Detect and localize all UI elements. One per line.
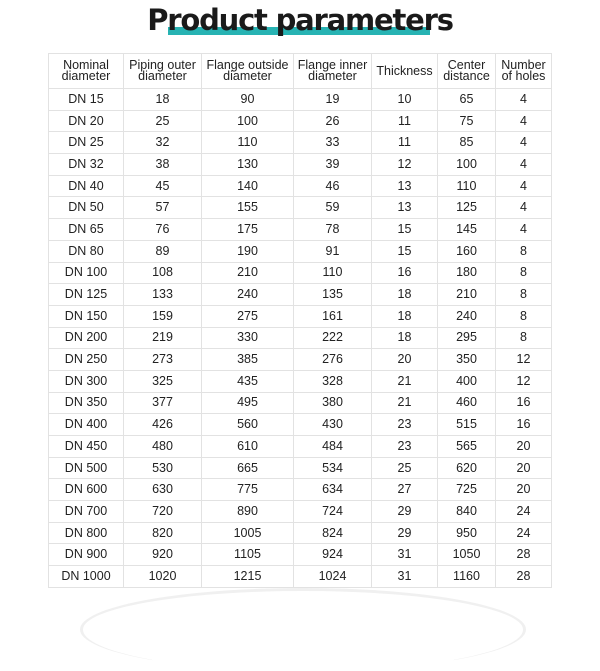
table-cell: 775 [202,479,294,501]
table-cell: 20 [496,436,552,458]
table-cell: 20 [496,479,552,501]
table-cell: 125 [438,197,496,219]
table-cell: 26 [294,110,372,132]
table-cell: 565 [438,436,496,458]
table-cell: 950 [438,522,496,544]
table-cell: 325 [124,370,202,392]
table-cell: 350 [438,349,496,371]
table-cell: DN 450 [49,436,124,458]
table-row [49,284,552,306]
decorative-arc [80,588,526,671]
table-row [49,175,552,197]
table-cell: 39 [294,154,372,176]
table-cell: 25 [124,110,202,132]
table-cell: 160 [438,240,496,262]
table-row [49,197,552,219]
table-cell: 20 [372,349,438,371]
table-cell: 13 [372,197,438,219]
table-cell: 159 [124,305,202,327]
table-cell: 100 [438,154,496,176]
table-cell: 15 [372,219,438,241]
table-cell: DN 800 [49,522,124,544]
table-cell: 426 [124,414,202,436]
column-header-line: Flange inner [297,58,368,72]
column-header-line: diameter [61,69,111,83]
table-cell: 100 [202,110,294,132]
table-cell: 33 [294,132,372,154]
table-row [49,522,552,544]
table-cell: 11 [372,110,438,132]
table-cell: DN 32 [49,154,124,176]
table-cell: 530 [124,457,202,479]
table-cell: 29 [372,522,438,544]
column-header-line: Thickness [376,63,433,78]
table-cell: 76 [124,219,202,241]
table-cell: 4 [496,154,552,176]
table-cell: 4 [496,89,552,111]
table-cell: 59 [294,197,372,219]
table-row [49,544,552,566]
column-header-line: diameter [308,69,357,83]
table-cell: 21 [372,370,438,392]
table-cell: 630 [124,479,202,501]
parameters-table [48,53,552,588]
table-cell: 210 [438,284,496,306]
table-cell: 110 [294,262,372,284]
table-row [49,219,552,241]
table-cell: DN 40 [49,175,124,197]
table-cell: 161 [294,305,372,327]
table-row [49,479,552,501]
table-cell: 28 [496,566,552,588]
table-cell: 4 [496,132,552,154]
table-cell: 295 [438,327,496,349]
table-cell: 8 [496,305,552,327]
table-cell: 385 [202,349,294,371]
table-cell: 108 [124,262,202,284]
table-cell: 400 [438,370,496,392]
table-cell: 45 [124,175,202,197]
table-row [49,436,552,458]
table-cell: 8 [496,284,552,306]
table-cell: 11 [372,132,438,154]
table-cell: 28 [496,544,552,566]
table-cell: 1215 [202,566,294,588]
table-cell: 480 [124,436,202,458]
table-cell: 46 [294,175,372,197]
table-cell: 720 [124,501,202,523]
table-cell: 276 [294,349,372,371]
table-cell: 4 [496,110,552,132]
table-cell: DN 15 [49,89,124,111]
column-header [202,54,294,89]
table-cell: 23 [372,436,438,458]
table-cell: 460 [438,392,496,414]
table-cell: 135 [294,284,372,306]
table-cell: DN 350 [49,392,124,414]
table-cell: 25 [372,457,438,479]
table-cell: DN 25 [49,132,124,154]
table-cell: 534 [294,457,372,479]
table-cell: 130 [202,154,294,176]
table-cell: 18 [372,284,438,306]
table-row [49,327,552,349]
table-cell: 634 [294,479,372,501]
table-cell: 12 [496,370,552,392]
table-cell: 133 [124,284,202,306]
table-cell: 32 [124,132,202,154]
table-cell: 4 [496,197,552,219]
table-row [49,392,552,414]
table-cell: 377 [124,392,202,414]
table-row [49,349,552,371]
table-cell: 175 [202,219,294,241]
page-title: Product parameters [147,3,453,37]
column-header-line: Flange outside [206,58,289,72]
table-cell: 1020 [124,566,202,588]
table-cell: 328 [294,370,372,392]
table-row [49,370,552,392]
table-cell: DN 700 [49,501,124,523]
table-cell: 75 [438,110,496,132]
table-cell: 23 [372,414,438,436]
table-cell: 155 [202,197,294,219]
table-cell: 1160 [438,566,496,588]
column-header-line: of holes [501,69,546,83]
table-cell: DN 400 [49,414,124,436]
table-cell: DN 100 [49,262,124,284]
column-header [438,54,496,89]
column-header-line: Number [501,58,546,72]
table-cell: 16 [372,262,438,284]
table-row [49,132,552,154]
table-row [49,154,552,176]
table-cell: 495 [202,392,294,414]
table-cell: 110 [438,175,496,197]
table-cell: 924 [294,544,372,566]
table-cell: 620 [438,457,496,479]
table-row [49,240,552,262]
table-cell: 31 [372,566,438,588]
table-cell: 724 [294,501,372,523]
table-cell: DN 500 [49,457,124,479]
column-header [372,54,438,89]
column-header-line: Center [447,58,486,72]
table-cell: 90 [202,89,294,111]
table-cell: DN 20 [49,110,124,132]
table-row [49,566,552,588]
table-cell: DN 600 [49,479,124,501]
table-cell: 18 [372,327,438,349]
table-cell: 57 [124,197,202,219]
table-row [49,501,552,523]
table-cell: 430 [294,414,372,436]
table-cell: 8 [496,327,552,349]
table-cell: 920 [124,544,202,566]
table-cell: 15 [372,240,438,262]
table-cell: 4 [496,219,552,241]
table-cell: 65 [438,89,496,111]
table-cell: 820 [124,522,202,544]
table-cell: 610 [202,436,294,458]
table-cell: DN 1000 [49,566,124,588]
table-cell: 31 [372,544,438,566]
table-cell: 210 [202,262,294,284]
table-cell: 110 [202,132,294,154]
column-header [294,54,372,89]
column-header-line: diameter [138,69,187,83]
table-cell: 1005 [202,522,294,544]
table-cell: 27 [372,479,438,501]
table-cell: 91 [294,240,372,262]
table-cell: 4 [496,175,552,197]
table-row [49,262,552,284]
table-cell: DN 50 [49,197,124,219]
table-cell: DN 200 [49,327,124,349]
table-cell: 240 [202,284,294,306]
table-cell: 78 [294,219,372,241]
table-cell: 665 [202,457,294,479]
table-cell: DN 300 [49,370,124,392]
table-header-row [49,54,552,89]
table-cell: 219 [124,327,202,349]
table-cell: 10 [372,89,438,111]
column-header [496,54,552,89]
table-cell: 435 [202,370,294,392]
table-cell: 38 [124,154,202,176]
table-cell: 19 [294,89,372,111]
table-cell: 560 [202,414,294,436]
table-cell: 8 [496,262,552,284]
table-cell: 145 [438,219,496,241]
table-cell: 840 [438,501,496,523]
table-cell: DN 125 [49,284,124,306]
table-cell: 1105 [202,544,294,566]
table-cell: 190 [202,240,294,262]
table-cell: 275 [202,305,294,327]
table-row [49,305,552,327]
table-cell: DN 80 [49,240,124,262]
table-cell: 24 [496,522,552,544]
table-cell: 12 [372,154,438,176]
column-header [49,54,124,89]
table-cell: 21 [372,392,438,414]
column-header-line: diameter [223,69,272,83]
table-cell: 824 [294,522,372,544]
table-cell: 18 [372,305,438,327]
table-cell: 1050 [438,544,496,566]
table-cell: 890 [202,501,294,523]
table-cell: 16 [496,392,552,414]
table-cell: 20 [496,457,552,479]
table-cell: 330 [202,327,294,349]
table-cell: 13 [372,175,438,197]
column-header-line: distance [443,69,490,83]
table-row [49,110,552,132]
table-cell: 180 [438,262,496,284]
title-container [0,2,600,38]
table-cell: DN 65 [49,219,124,241]
column-header [124,54,202,89]
table-cell: 12 [496,349,552,371]
table-cell: 18 [124,89,202,111]
table-cell: 515 [438,414,496,436]
table-cell: 24 [496,501,552,523]
table-cell: 380 [294,392,372,414]
table-cell: DN 150 [49,305,124,327]
table-row [49,89,552,111]
table-cell: DN 250 [49,349,124,371]
table-cell: 85 [438,132,496,154]
table-cell: 273 [124,349,202,371]
table-cell: 1024 [294,566,372,588]
table-cell: 29 [372,501,438,523]
table-cell: 240 [438,305,496,327]
table-cell: 89 [124,240,202,262]
table-row [49,414,552,436]
table-cell: 8 [496,240,552,262]
column-header-line: Piping outer [129,58,196,72]
column-header-line: Nominal [63,58,109,72]
table-cell: 484 [294,436,372,458]
table-cell: DN 900 [49,544,124,566]
table-cell: 16 [496,414,552,436]
table-cell: 222 [294,327,372,349]
table-cell: 140 [202,175,294,197]
table-cell: 725 [438,479,496,501]
table-row [49,457,552,479]
